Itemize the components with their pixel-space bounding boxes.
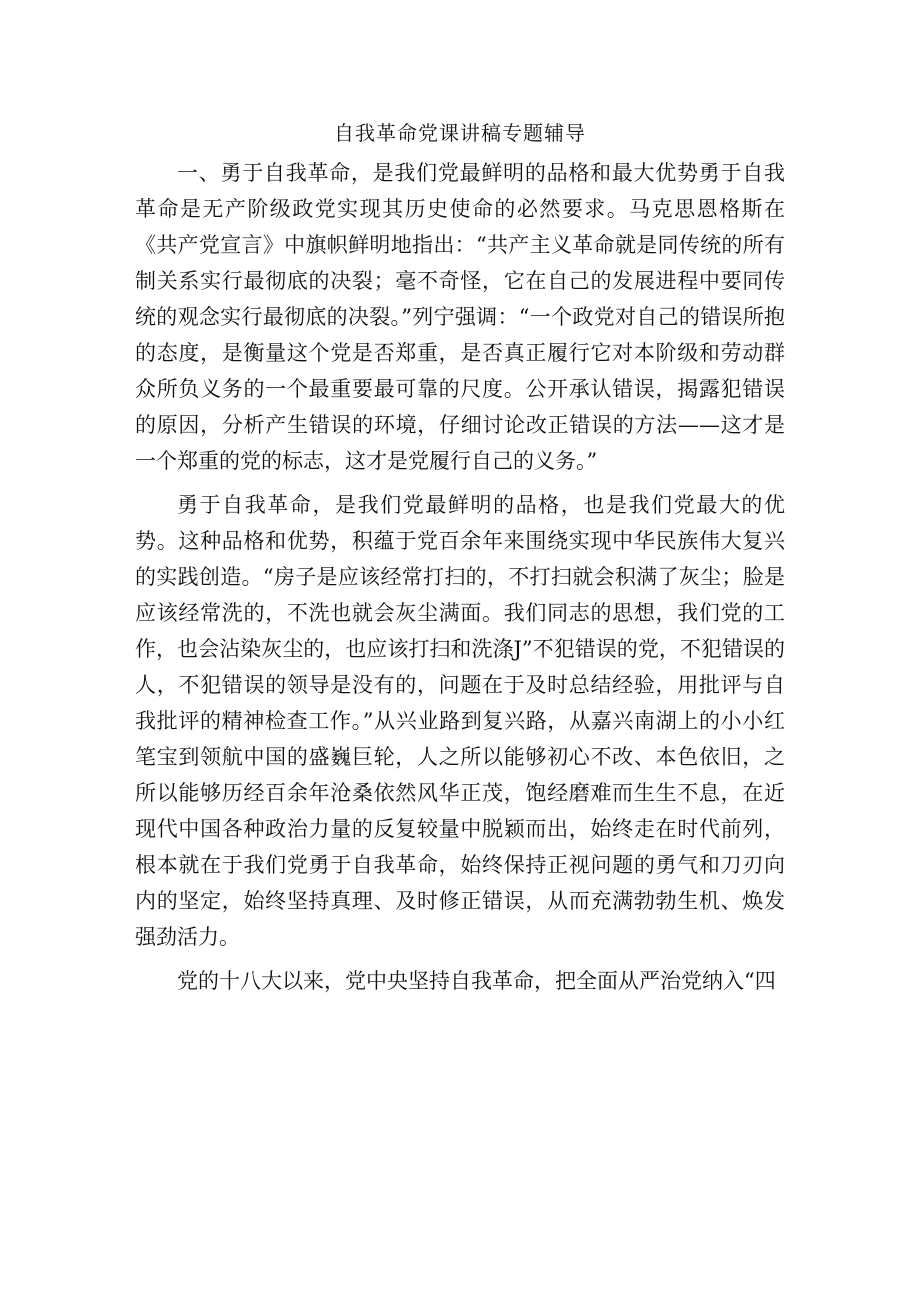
document-title: 自我革命党课讲稿专题辅导 [334,121,586,145]
paragraph-1: 一、勇于自我革命，是我们党最鲜明的品格和最大优势勇于自我革命是无产阶级政党实现其历史使命的必然要求。马克思恩格斯在《共产党宣言》中旗帜鲜明地指出：“共产主义革命就是同传统的所有制关系实行最彻底的决裂；毫不奇怪，它在自己的发展进程中要同传统的观念实行最彻底的决裂。”列宁强调：“一个政党对自己的错误所抱的态度，是衡量这个党是否郑重，是否真正履行它对本阶级和劳动群众所负义务的一个最重要最可靠的尺度。公开承认错误，揭露犯错误的原因，分析产生错误的环境，仔细讨论改正错误的方法——这才是一个郑重的党的标志，这才是党履行自己的义务。” [135,161,785,473]
document-body [135,155,785,999]
paragraph-2: 勇于自我革命，是我们党最鲜明的品格，也是我们党最大的优势。这种品格和优势，积蕴于党百余年来围绕实现中华民族伟大复兴的实践创造。“房子是应该经常打扫的，不打扫就会积满了灰尘；脸是应该经常洗的，不洗也就会灰尘满面。我们同志的思想，我们党的工作，也会沾染灰尘的，也应该打扫和洗涤J”不犯错误的党，不犯错误的人，不犯错误的领导是没有的，问题在于及时总结经验，用批评与自我批评的精神检查工作。”从兴业路到复兴路，从嘉兴南湖上的小小红笔宝到领航中国的盛巍巨轮，人之所以能够初心不改、本色依旧，之所以能够历经百余年沧桑依然风华正茂，饱经磨难而生生不息，在近现代中国各种政治力量的反复较量中脱颖而出，始终走在时代前列，根本就在于我们党勇于自我革命，始终保持正视问题的勇气和刀刃向内的坚定，始终坚持真理、及时修正错误，从而充满勃勃生机、焕发强劲活力。 [135,493,785,949]
paragraph-3: 党的十八大以来，党中央坚持自我革命，把全面从严治党纳入“四 [177,969,776,993]
